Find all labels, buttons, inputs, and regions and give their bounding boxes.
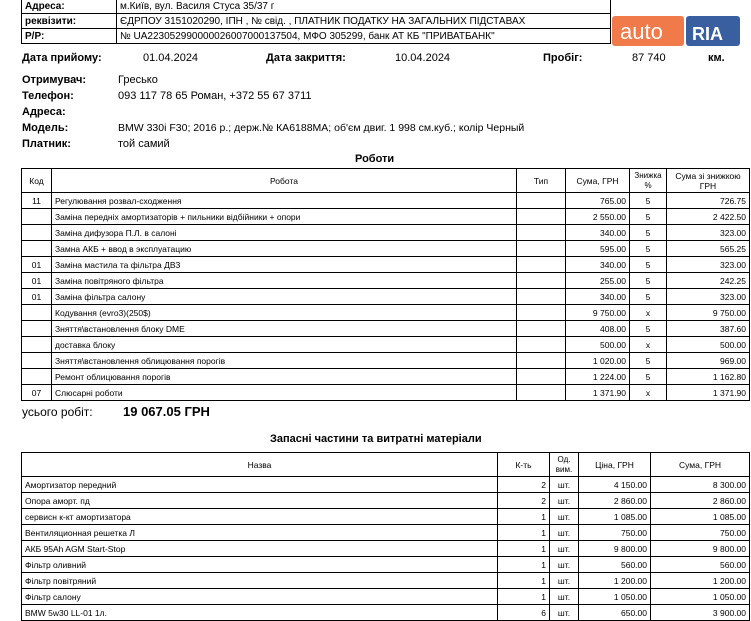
works-table-row (22, 209, 750, 225)
work-code: 01 (22, 273, 52, 289)
part-sum: 8 300.00 (651, 477, 750, 493)
parts-title: Запасні частини та витратні матеріали (270, 433, 482, 445)
parts-table-row (22, 525, 750, 541)
payer-label: Платник: (22, 138, 71, 150)
part-price: 9 800.00 (579, 541, 651, 557)
part-name: Вентиляционная решетка Л (22, 525, 498, 541)
works-table-row (22, 193, 750, 209)
work-sum-discount: 387.60 (667, 321, 750, 337)
parts-col-sum: Сума, ГРН (651, 453, 750, 477)
works-table-row (22, 273, 750, 289)
received-date-label: Дата прийому: (22, 52, 102, 64)
header-row-address (22, 0, 611, 14)
part-price: 650.00 (579, 605, 651, 621)
works-col-code: Код (22, 169, 52, 193)
parts-table-row (22, 493, 750, 509)
work-code: 01 (22, 257, 52, 273)
closed-date-label: Дата закриття: (266, 52, 346, 64)
part-unit: шт. (550, 573, 579, 589)
part-price: 1 050.00 (579, 589, 651, 605)
part-unit: шт. (550, 525, 579, 541)
work-type (517, 193, 566, 209)
work-name: Слюсарні роботи (52, 385, 517, 401)
parts-table (21, 452, 750, 621)
work-discount: 5 (630, 209, 667, 225)
works-table-row (22, 241, 750, 257)
work-sum: 1 371.90 (566, 385, 630, 401)
phone-label: Телефон: (22, 90, 74, 102)
part-price: 750.00 (579, 525, 651, 541)
work-discount: x (630, 385, 667, 401)
work-code (22, 369, 52, 385)
work-discount: 5 (630, 289, 667, 305)
work-name: Кодування (evro3)(250$) (52, 305, 517, 321)
works-table (21, 168, 750, 401)
works-table-row (22, 337, 750, 353)
work-sum: 1 020.00 (566, 353, 630, 369)
work-sum: 9 750.00 (566, 305, 630, 321)
work-sum: 1 224.00 (566, 369, 630, 385)
recipient-label: Отримувач: (22, 74, 87, 86)
work-type (517, 321, 566, 337)
work-type (517, 273, 566, 289)
work-code (22, 353, 52, 369)
part-sum: 560.00 (651, 557, 750, 573)
work-sum: 765.00 (566, 193, 630, 209)
part-sum: 1 200.00 (651, 573, 750, 589)
requisites-label: реквізити: (22, 14, 117, 29)
work-code (22, 321, 52, 337)
work-sum: 340.00 (566, 289, 630, 305)
work-code (22, 241, 52, 257)
recipient-value: Гресько (118, 74, 158, 86)
works-table-row (22, 385, 750, 401)
part-name: Фільтр оливний (22, 557, 498, 573)
part-unit: шт. (550, 605, 579, 621)
part-price: 2 860.00 (579, 493, 651, 509)
work-type (517, 353, 566, 369)
mileage-value: 87 740 (632, 52, 666, 64)
part-qty: 6 (498, 605, 550, 621)
part-name: Опора аморт. пд (22, 493, 498, 509)
logo-auto-text: auto (620, 19, 663, 44)
work-discount: 5 (630, 321, 667, 337)
work-name: Ремонт облицювання порогів (52, 369, 517, 385)
work-sum-discount: 323.00 (667, 225, 750, 241)
part-name: АКБ 95Ah AGM Start-Stop (22, 541, 498, 557)
part-unit: шт. (550, 589, 579, 605)
work-discount: x (630, 305, 667, 321)
work-code: 07 (22, 385, 52, 401)
parts-table-row (22, 557, 750, 573)
work-name: Заміна мастила та фільтра ДВЗ (52, 257, 517, 273)
work-sum: 2 550.00 (566, 209, 630, 225)
payer-value: той самий (118, 138, 170, 150)
work-sum-discount: 323.00 (667, 257, 750, 273)
parts-col-price: Ціна, ГРН (579, 453, 651, 477)
client-address-label: Адреса: (22, 106, 66, 118)
works-table-row (22, 321, 750, 337)
parts-body (22, 477, 750, 621)
part-sum: 9 800.00 (651, 541, 750, 557)
part-name: Фільтр повітряний (22, 573, 498, 589)
works-table-row (22, 289, 750, 305)
works-col-work: Робота (52, 169, 517, 193)
mileage-label: Пробіг: (543, 52, 583, 64)
work-sum-discount: 565.25 (667, 241, 750, 257)
part-unit: шт. (550, 541, 579, 557)
work-sum-discount: 1 162.80 (667, 369, 750, 385)
part-qty: 1 (498, 541, 550, 557)
work-type (517, 385, 566, 401)
work-sum: 340.00 (566, 225, 630, 241)
work-discount: 5 (630, 353, 667, 369)
model-value: BMW 330i F30; 2016 р.; держ.№ КА6188МА; об'єм двиг. 1 998 см.куб.; колір Черный (118, 122, 525, 134)
work-sum: 340.00 (566, 257, 630, 273)
works-total-label: усього робіт: (22, 405, 93, 419)
works-total-value: 19 067.05 ГРН (123, 404, 210, 419)
work-discount: 5 (630, 273, 667, 289)
work-name: Заміна фільтра салону (52, 289, 517, 305)
work-name: доставка блоку (52, 337, 517, 353)
work-sum: 255.00 (566, 273, 630, 289)
logo-ria-text: RIA (692, 24, 723, 44)
header-row-account (22, 29, 611, 44)
parts-col-qty: К-ть (498, 453, 550, 477)
parts-table-row (22, 541, 750, 557)
parts-col-unit: Од. вим. (550, 453, 579, 477)
header-table (21, 0, 611, 44)
work-sum: 408.00 (566, 321, 630, 337)
part-qty: 1 (498, 525, 550, 541)
work-type (517, 241, 566, 257)
work-sum-discount: 9 750.00 (667, 305, 750, 321)
account-label: Р/Р: (22, 29, 117, 44)
part-sum: 2 860.00 (651, 493, 750, 509)
work-discount: 5 (630, 225, 667, 241)
part-sum: 1 050.00 (651, 589, 750, 605)
works-table-row (22, 257, 750, 273)
part-price: 1 200.00 (579, 573, 651, 589)
work-sum: 595.00 (566, 241, 630, 257)
work-sum-discount: 242.25 (667, 273, 750, 289)
work-sum: 500.00 (566, 337, 630, 353)
mileage-unit: км. (708, 52, 725, 64)
address-label: Адреса: (22, 0, 117, 14)
work-type (517, 209, 566, 225)
works-title: Роботи (355, 153, 395, 165)
work-type (517, 257, 566, 273)
work-type (517, 289, 566, 305)
part-qty: 1 (498, 573, 550, 589)
work-sum-discount: 1 371.90 (667, 385, 750, 401)
part-sum: 750.00 (651, 525, 750, 541)
work-sum-discount: 2 422.50 (667, 209, 750, 225)
parts-col-name: Назва (22, 453, 498, 477)
part-sum: 1 085.00 (651, 509, 750, 525)
work-discount: 5 (630, 241, 667, 257)
part-qty: 2 (498, 477, 550, 493)
work-sum-discount: 726.75 (667, 193, 750, 209)
work-type (517, 225, 566, 241)
address-value: м.Київ, вул. Василя Стуса 35/37 г (117, 0, 611, 14)
received-date-value: 01.04.2024 (143, 52, 199, 64)
part-qty: 2 (498, 493, 550, 509)
works-table-row (22, 225, 750, 241)
autoria-logo (612, 12, 740, 48)
work-type (517, 337, 566, 353)
work-sum-discount: 969.00 (667, 353, 750, 369)
parts-table-row (22, 605, 750, 621)
work-code (22, 209, 52, 225)
parts-table-row (22, 589, 750, 605)
work-name: Регулювання розвал-сходження (52, 193, 517, 209)
work-code: 11 (22, 193, 52, 209)
work-name: Замна АКБ + ввод в эксплуатацию (52, 241, 517, 257)
part-sum: 3 900.00 (651, 605, 750, 621)
work-discount: 5 (630, 369, 667, 385)
work-type (517, 369, 566, 385)
work-discount: x (630, 337, 667, 353)
work-code (22, 337, 52, 353)
account-value: № UA223052990000026007000137504, МФО 305299, банк АТ КБ "ПРИВАТБАНК" (117, 29, 611, 44)
part-name: BMW 5w30 LL-01 1л. (22, 605, 498, 621)
works-col-sum-discount: Сума зі знижкою ГРН (667, 169, 750, 193)
work-code (22, 305, 52, 321)
works-header-row (22, 169, 750, 193)
part-name: Фільтр салону (22, 589, 498, 605)
part-price: 560.00 (579, 557, 651, 573)
parts-header-row (22, 453, 750, 477)
work-sum-discount: 500.00 (667, 337, 750, 353)
parts-table-row (22, 477, 750, 493)
part-unit: шт. (550, 557, 579, 573)
part-name: сервисн к-кт амортизатора (22, 509, 498, 525)
works-col-type: Тип (517, 169, 566, 193)
model-label: Модель: (22, 122, 69, 134)
work-code: 01 (22, 289, 52, 305)
work-name: Зняття\встановлення блоку DME (52, 321, 517, 337)
work-name: Зняття\встановлення облицювання порогів (52, 353, 517, 369)
part-name: Амортизатор передний (22, 477, 498, 493)
part-unit: шт. (550, 493, 579, 509)
works-col-sum: Сума, ГРН (566, 169, 630, 193)
works-body (22, 193, 750, 401)
part-qty: 1 (498, 557, 550, 573)
closed-date-value: 10.04.2024 (395, 52, 451, 64)
part-qty: 1 (498, 509, 550, 525)
work-code (22, 225, 52, 241)
part-price: 4 150.00 (579, 477, 651, 493)
works-table-row (22, 369, 750, 385)
work-sum-discount: 323.00 (667, 289, 750, 305)
works-col-discount: Знижка % (630, 169, 667, 193)
work-name: Заміна передніх амортизаторів + пильники відбійники + опори (52, 209, 517, 225)
work-name: Заміна повітряного фільтра (52, 273, 517, 289)
part-price: 1 085.00 (579, 509, 651, 525)
part-qty: 1 (498, 589, 550, 605)
works-table-row (22, 353, 750, 369)
phone-value: 093 117 78 65 Роман, +372 55 67 3711 (118, 90, 312, 102)
works-table-row (22, 305, 750, 321)
work-name: Заміна дифузора П.Л. в салоні (52, 225, 517, 241)
header-row-requisites (22, 14, 611, 29)
parts-table-row (22, 573, 750, 589)
work-discount: 5 (630, 193, 667, 209)
requisites-value: ЄДРПОУ 3151020290, ІПН , № свід. , ПЛАТНИК ПОДАТКУ НА ЗАГАЛЬНИХ ПІДСТАВАХ (117, 14, 611, 29)
parts-table-row (22, 509, 750, 525)
part-unit: шт. (550, 509, 579, 525)
work-discount: 5 (630, 257, 667, 273)
work-type (517, 305, 566, 321)
part-unit: шт. (550, 477, 579, 493)
